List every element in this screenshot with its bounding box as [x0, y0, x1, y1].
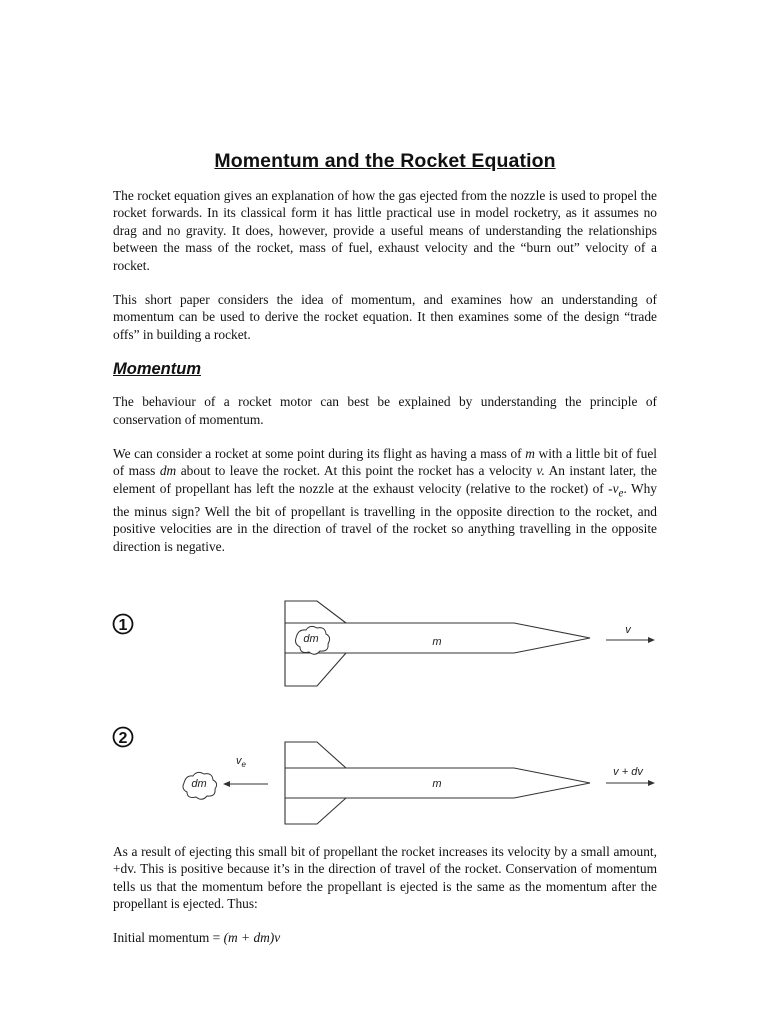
diagram-1-number [114, 615, 133, 635]
diagram-2-number [114, 728, 133, 748]
initial-momentum-equation: Initial momentum = (m + dm)v [113, 929, 281, 945]
svg-text:v: v [625, 624, 631, 636]
result-paragraph: As a result of ejecting this small bit of propellant the rocket increases its velocity by a small amount, +dv. This is positive because it’s in the direction of travel of the rocket. Conservation of momentum tells us that the momentum before the propellant is ejected is the same as the momentum after the propellant is ejected. Thus: [113, 844, 657, 912]
page-content [113, 150, 657, 572]
rocket-1-mass-label: m [432, 636, 442, 648]
svg-text:1: 1 [118, 617, 128, 634]
propellant-blob-1 [296, 626, 330, 654]
svg-text:dm: dm [303, 633, 319, 645]
svg-text:v + dv: v + dv [613, 766, 643, 778]
velocity-arrow-2 [606, 766, 655, 786]
ejected-propellant-blob [183, 772, 217, 799]
svg-text:ve: $v_e$ [236, 755, 246, 769]
page-title: Momentum and the Rocket Equation [214, 150, 556, 172]
intro-paragraph-1: The rocket equation gives an explanation of how the gas ejected from the nozzle is used to propel the rocket forwards. In its classical form it has little practical use in model rocketry, as it assumes no drag and no gravity. It does, however, provide a useful means of understanding the relationships between the mass of the rocket, mass of fuel, exhaust velocity and the “burn out” velocity of a rocket. [113, 188, 657, 273]
exhaust-velocity-symbol: $-v_e$ [608, 480, 624, 500]
mass-symbol: m [525, 446, 535, 462]
velocity-arrow-1 [606, 624, 655, 643]
dm-symbol: dm [159, 463, 177, 479]
rocket-diagram-1 [0, 596, 768, 692]
velocity-symbol: v. [536, 463, 545, 479]
rocket-2-mass-label: m [432, 778, 442, 790]
svg-text:dm: dm [191, 778, 207, 790]
lower-content [113, 843, 657, 962]
momentum-paragraph-1: The behaviour of a rocket motor can best be explained by understanding the principle of conservation of momentum. [113, 394, 657, 427]
intro-paragraph-2: This short paper considers the idea of momentum, and examines how an understanding of momentum can be used to derive the rocket equation. It then examines some of the design “trade offs” in building a rocket. [113, 292, 657, 342]
rocket-diagram-2 [0, 712, 768, 830]
exhaust-velocity-arrow [223, 755, 268, 787]
section-heading-momentum: Momentum [113, 360, 201, 379]
svg-text:2: 2 [118, 730, 128, 747]
momentum-paragraph-2: We can consider a rocket at some point during its flight as having a mass of m with a little bit of fuel of mass dm about to leave the rocket. At this point the rocket has a velocity v. An instant later, the element of propellant has left the nozzle at the exhaust velocity (relative to the rocket) of $-v_e$. Why the minus sign? Well the bit of propellant is travelling in the opposite direction to the rocket, and positive velocities are in the direction of travel of the rocket so anything travelling in the opposite direction is negative. [113, 446, 657, 554]
